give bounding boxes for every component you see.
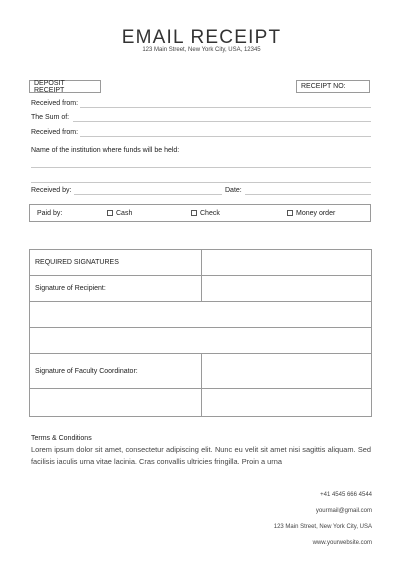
checkbox-icon[interactable] — [287, 210, 293, 216]
receipt-no-box[interactable]: RECEIPT NO: — [296, 80, 370, 93]
date-label: Date: — [225, 187, 242, 194]
recipient-signature-cell[interactable] — [202, 276, 372, 302]
contact-email[interactable]: yourmail@gmail.com — [315, 508, 372, 514]
payment-option-cash[interactable]: Cash — [107, 210, 132, 217]
recipient-signature-label: Signature of Recipient: — [30, 276, 202, 302]
contact-address: 123 Main Street, New York City, USA — [273, 524, 372, 530]
blank-row[interactable] — [30, 328, 372, 354]
paid-by-label: Paid by: — [37, 210, 63, 217]
sum-of-line[interactable] — [73, 121, 371, 122]
table-row — [30, 328, 372, 354]
received-by-label: Received by: — [31, 187, 72, 194]
received-from-label: Received from: — [31, 100, 79, 107]
table-row — [30, 276, 372, 302]
received-from-line[interactable] — [80, 107, 371, 108]
sum-of-label: The Sum of: — [31, 114, 70, 121]
received-by-line[interactable] — [74, 194, 222, 195]
received-from-label-2: Received from: — [31, 129, 79, 136]
checkbox-icon[interactable] — [191, 210, 197, 216]
institution-label: Name of the institution where funds will be held: — [31, 147, 180, 154]
institution-line-2[interactable] — [31, 182, 371, 183]
date-line[interactable] — [245, 194, 371, 195]
payment-option-check[interactable]: Check — [191, 210, 220, 217]
terms-body: Lorem ipsum dolor sit amet, consectetur adipiscing elit. Nunc eu velit sit amet nisi sagittis aliquam. Sed facilisis iaculis urna vitae lacinia. Cras convallis ultricies fringilla. Proin a urna — [31, 445, 371, 466]
blank-cell[interactable] — [202, 389, 372, 417]
recipient-signature-space[interactable] — [30, 302, 372, 328]
table-row — [30, 250, 372, 276]
payment-method-box — [29, 204, 371, 222]
payment-option-money-order[interactable]: Money order — [287, 210, 335, 217]
coordinator-signature-label: Signature of Faculty Coordinator: — [30, 354, 202, 389]
deposit-receipt-box: DEPOSIT RECEIPT — [29, 80, 101, 93]
received-from-line-2[interactable] — [80, 136, 371, 137]
table-row — [30, 302, 372, 328]
coordinator-signature-cell[interactable] — [202, 354, 372, 389]
document-title: EMAIL RECEIPT — [121, 27, 282, 48]
terms-title: Terms & Conditions — [31, 435, 92, 442]
header-address: 123 Main Street, New York City, USA, 12345 — [142, 47, 261, 53]
signatures-header-cell: REQUIRED SIGNATURES — [30, 250, 202, 276]
institution-line-1[interactable] — [31, 167, 371, 168]
table-row — [30, 354, 372, 389]
signature-cell[interactable] — [202, 250, 372, 276]
contact-phone: +41 4545 666 4544 — [320, 492, 372, 498]
blank-cell[interactable] — [30, 389, 202, 417]
signatures-table — [29, 249, 372, 417]
contact-website[interactable]: www.yourwebsite.com — [312, 540, 372, 546]
checkbox-icon[interactable] — [107, 210, 113, 216]
table-row — [30, 389, 372, 417]
